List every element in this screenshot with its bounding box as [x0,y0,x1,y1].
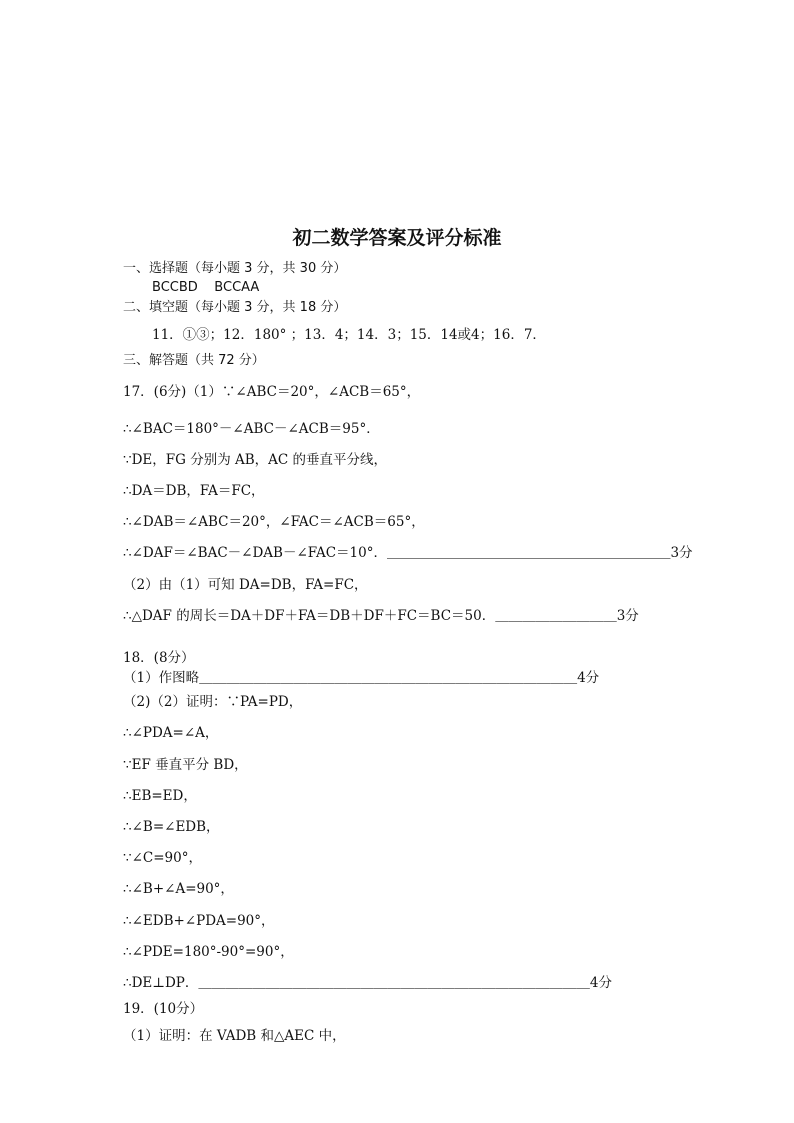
fill-answers: 11．①③；12．180° ；13．4；14．3；15．14或4；16．7． [152,327,546,343]
q17-line-7: （2）由（1）可知 DA=DB，FA=FC， [123,577,368,593]
q18-line-8: ∴∠B+∠A=90°， [123,881,234,897]
choice-answers: BCCBD BCCAA [152,280,260,295]
section-fill-heading: 二、填空题（每小题 3 分，共 18 分） [123,300,347,315]
q19-line-1: （1）证明：在 VADB 和△AEC 中， [123,1028,346,1044]
q17-line-3: ∵DE，FG 分别为 AB，AC 的垂直平分线， [123,452,388,468]
q17-line-1: 17．(6分)（1）∵∠ABC＝20°，∠ACB＝65°， [123,384,421,400]
q17-line-5: ∴∠DAB＝∠ABC＝20°，∠FAC＝∠ACB＝65°， [123,514,425,530]
q18-line-9: ∴∠EDB+∠PDA=90°， [123,913,275,929]
q18-line-7: ∵∠C=90°， [123,850,202,866]
section-solve-heading: 三、解答题（共 72 分） [123,353,265,368]
q18-line-3: ∴∠PDA=∠A， [123,725,219,741]
q18-line-4: ∵EF 垂直平分 BD， [123,757,248,773]
q18-line-11: ∴DE⊥DP．＿＿＿＿＿＿＿＿＿＿＿＿＿＿＿＿＿＿＿＿＿＿＿＿＿＿＿＿＿4分 [123,975,612,991]
page-title: 初二数学答案及评分标准 [292,227,502,249]
q17-line-6: ∴∠DAF＝∠BAC－∠DAB－∠FAC＝10°．＿＿＿＿＿＿＿＿＿＿＿＿＿＿＿＿＿＿＿＿＿3分 [123,545,693,561]
section-choice-heading: 一、选择题（每小题 3 分，共 30 分） [123,261,347,276]
q18-line-1: （1）作图略＿＿＿＿＿＿＿＿＿＿＿＿＿＿＿＿＿＿＿＿＿＿＿＿＿＿＿＿4分 [123,670,600,686]
q17-line-8: ∴△DAF 的周长＝DA＋DF＋FA＝DB＋DF＋FC＝BC＝50．＿＿＿＿＿＿＿＿＿3分 [123,608,639,624]
q17-line-2: ∴∠BAC＝180°－∠ABC－∠ACB＝95°． [123,421,380,437]
q18-line-2: （2)（2）证明：∵PA=PD， [123,694,303,710]
q19-heading: 19．(10分） [123,1001,204,1017]
q18-heading: 18．(8分） [123,650,195,666]
q18-line-5: ∴EB=ED， [123,788,197,804]
q18-line-10: ∴∠PDE=180°-90°=90°， [123,944,294,960]
q18-line-6: ∴∠B=∠EDB， [123,819,220,835]
q17-line-4: ∴DA＝DB，FA＝FC， [123,483,265,499]
